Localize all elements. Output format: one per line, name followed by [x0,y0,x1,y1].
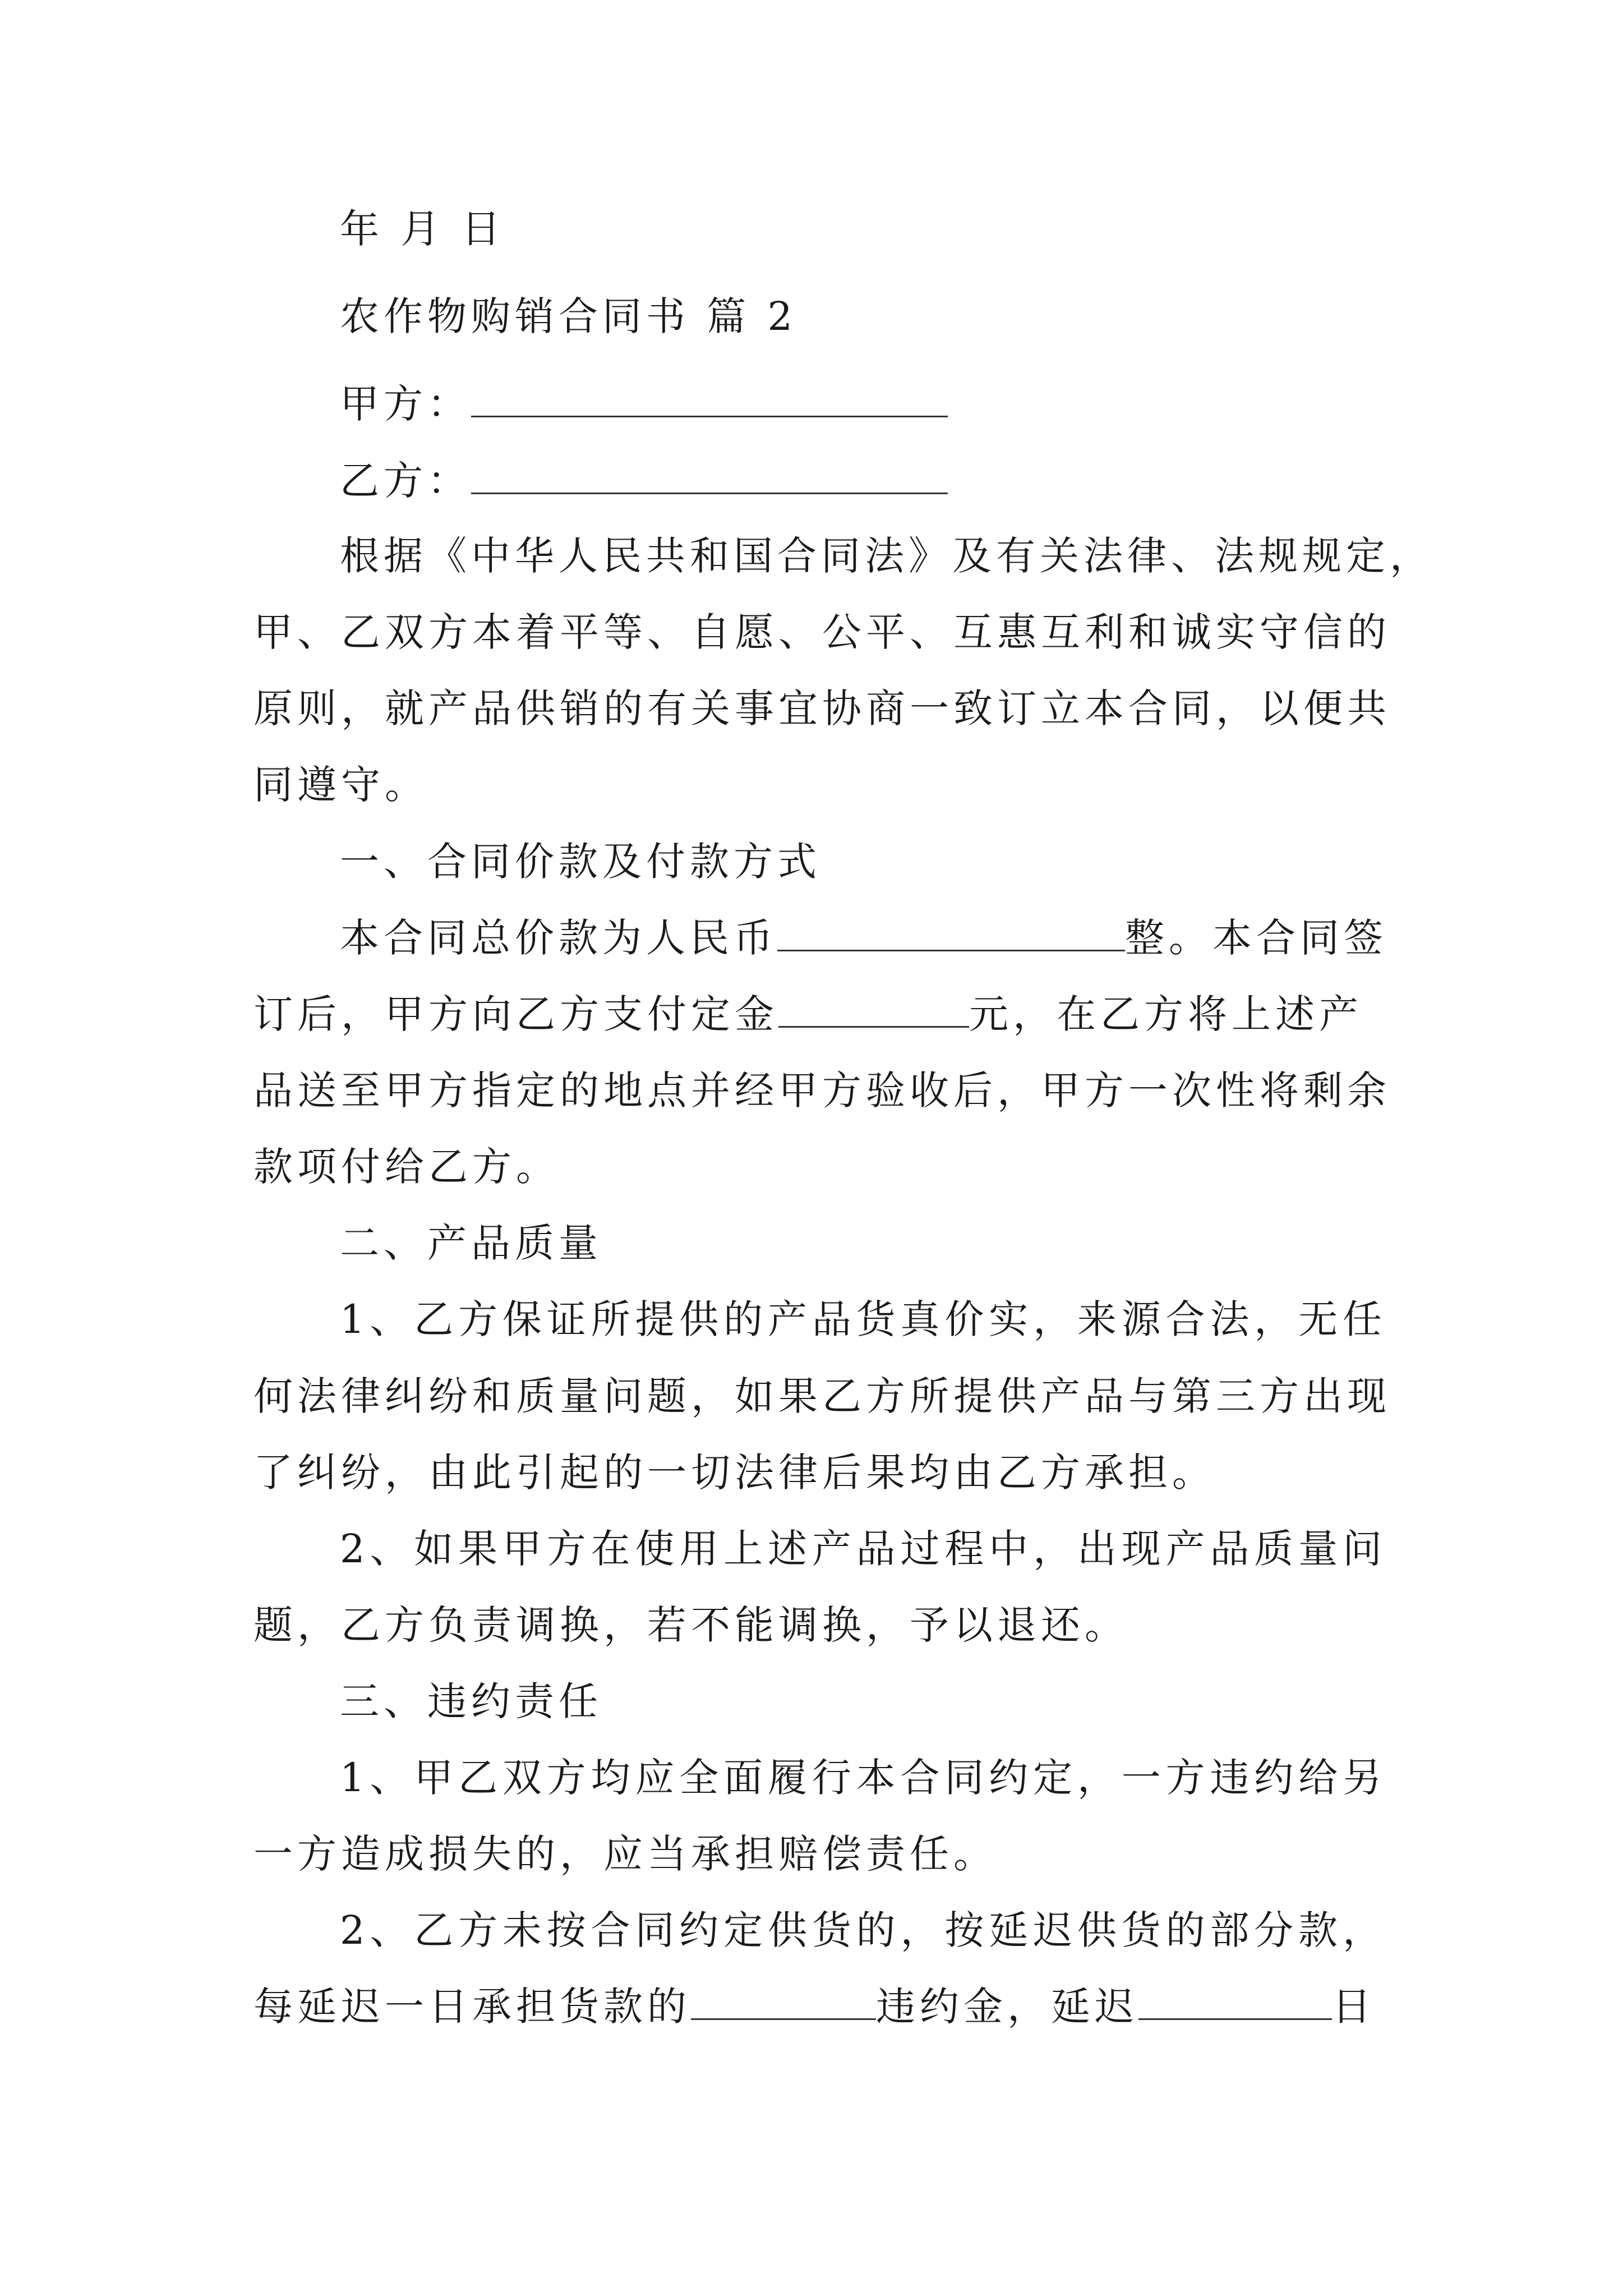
party-a-line [340,379,1386,429]
section2-p1-line-2: 何法律纠纷和质量问题，如果乙方所提供产品与第三方出现 [253,1373,1391,1419]
section1-line-1-text-a: 本合同总价款为人民币 [340,915,777,961]
section3-p2-line-1: 2、乙方未按合同约定供货的，按延迟供货的部分款， [340,1907,1386,1953]
intro-line-2: 甲、乙双方本着平等、自愿、公平、互惠互利和诚实守信的 [253,609,1391,655]
section2-p1-line-1: 1、乙方保证所提供的产品货真价实，来源合法，无任 [340,1296,1386,1342]
section1-line-1-text-b: 整。本合同签 [1125,915,1387,961]
section3-p2-line-2-text-a: 每延迟一日承担货款的 [253,1984,691,2030]
section1-heading: 一、合同价款及付款方式 [340,839,821,885]
party-a-label: 甲方： [340,381,471,427]
section2-p2-line-1: 2、如果甲方在使用上述产品过程中，出现产品质量问 [340,1526,1386,1572]
intro-line-1: 根据《中华人民共和国合同法》及有关法律、法规规定， [340,533,1433,579]
intro-line-4: 同遵守。 [253,762,428,808]
party-b-label: 乙方： [340,458,471,504]
section1-line-4: 款项付给乙方。 [253,1144,560,1190]
deposit-blank [778,993,969,1028]
section1-line-2-text-b: 元，在乙方将上述产 [969,991,1363,1037]
party-b-blank [471,460,948,494]
delay-days-blank [1138,1986,1332,2020]
date-line: 年 月 日 [340,206,505,252]
document-title: 农作物购销合同书 篇 2 [340,293,797,339]
section2-p2-line-2: 题，乙方负责调换，若不能调换，予以退还。 [253,1602,1128,1648]
penalty-rate-blank [691,1986,876,2020]
section2-p1-line-3: 了纠纷，由此引起的一切法律后果均由乙方承担。 [253,1450,1216,1496]
party-b-line [340,455,1386,506]
section3-p2-line-2 [253,1981,1386,2032]
section2-heading: 二、产品质量 [340,1220,602,1266]
section1-line-2 [253,989,1386,1039]
section3-p2-line-2-text-c: 日 [1332,1984,1376,2030]
section1-line-1 [340,913,1386,963]
party-a-blank [471,383,948,417]
section3-heading: 三、违约责任 [340,1678,602,1724]
section3-p1-line-2: 一方造成损失的，应当承担赔偿责任。 [253,1831,997,1877]
total-price-blank [777,917,1125,951]
section3-p1-line-1: 1、甲乙双方均应全面履行本合同约定，一方违约给另 [340,1755,1386,1801]
section1-line-3: 品送至甲方指定的地点并经甲方验收后，甲方一次性将剩余 [253,1068,1391,1114]
section3-p2-line-2-text-b: 违约金，延迟 [876,1984,1138,2030]
intro-line-3: 原则，就产品供销的有关事宜协商一致订立本合同，以便共 [253,685,1391,731]
section1-line-2-text-a: 订后，甲方向乙方支付定金 [253,991,778,1037]
